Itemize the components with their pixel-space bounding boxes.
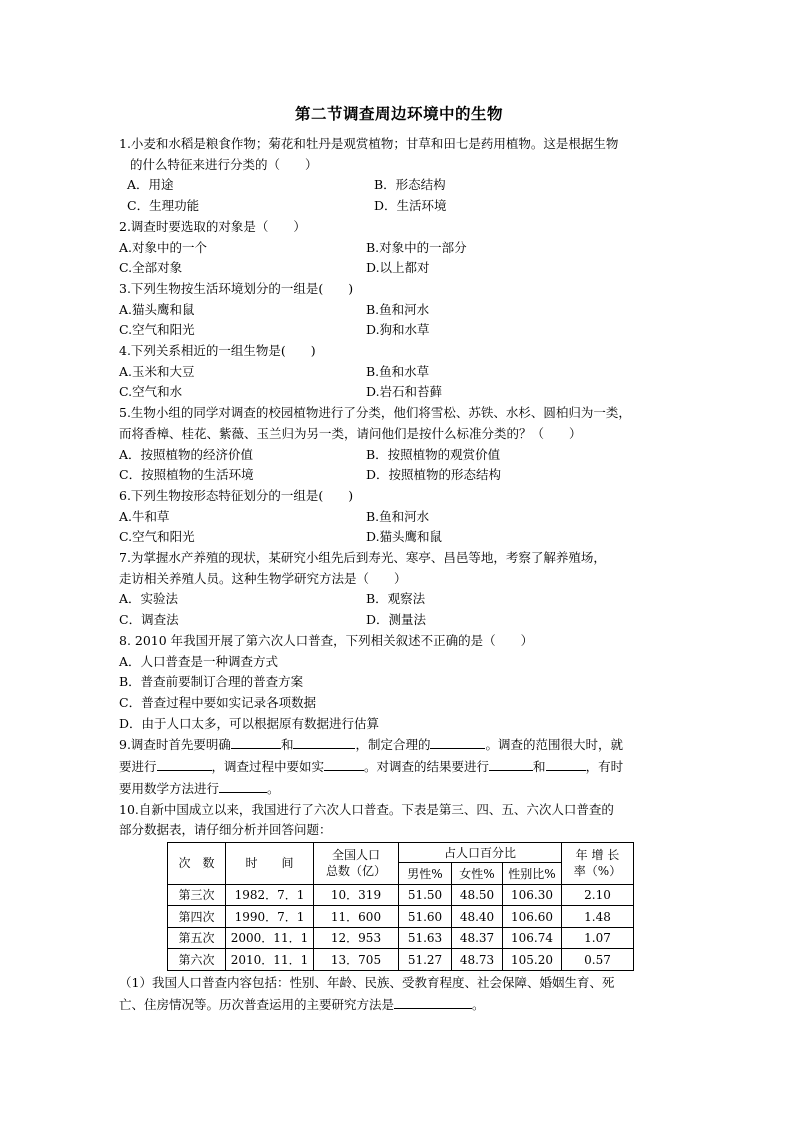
header-line: 年 增 长 <box>575 848 620 863</box>
text: ，调查过程中要如实 <box>211 759 325 775</box>
question-3 <box>119 279 679 341</box>
options-row <box>119 507 679 528</box>
table-cell: 2000．11．1 <box>226 927 314 949</box>
table-cell: 51.60 <box>399 906 452 928</box>
page-title: 第二节调查周边环境中的生物 <box>294 104 503 123</box>
question-8 <box>119 631 679 735</box>
table-cell: 11．600 <box>314 906 399 928</box>
options-row <box>119 527 679 548</box>
question-5 <box>119 403 679 486</box>
census-table <box>167 842 634 971</box>
options-row <box>119 382 679 403</box>
option-d[interactable]: D．测量法 <box>366 612 427 628</box>
table-cell: 13．705 <box>314 949 399 971</box>
text: 。 <box>472 996 485 1012</box>
table-row <box>168 884 634 906</box>
table-cell: 48.50 <box>452 884 503 906</box>
option-a[interactable]: A.牛和草 <box>119 508 170 524</box>
option-a[interactable]: A.玉米和大豆 <box>119 363 195 379</box>
table-cell: 12．953 <box>314 927 399 949</box>
options-row <box>119 465 679 486</box>
option-a[interactable]: A．实验法 <box>119 591 179 607</box>
answer-blank[interactable] <box>293 734 355 749</box>
option-d[interactable]: D．按照植物的形态结构 <box>366 467 502 483</box>
header-cell: 性别比% <box>503 863 562 885</box>
question-10 <box>119 800 679 1016</box>
table-cell: 51.63 <box>399 927 452 949</box>
option-c[interactable]: C.空气和水 <box>119 384 183 400</box>
table-cell: 1982．7．1 <box>226 884 314 906</box>
worksheet <box>119 104 679 1015</box>
option-c[interactable]: C．生理功能 <box>127 198 200 214</box>
question-4 <box>119 341 679 403</box>
option-d[interactable]: D.岩石和苔藓 <box>366 384 443 400</box>
option-a[interactable]: A．用途 <box>127 177 174 193</box>
option-d[interactable]: D.猫头鹰和鼠 <box>366 529 443 545</box>
header-cell <box>314 842 399 884</box>
text: 要用数学方法进行 <box>119 780 220 796</box>
option-b[interactable]: B.鱼和水草 <box>366 363 430 379</box>
question-stem: 8. 2010 年我国开展了第六次人口普查，下列相关叙述不正确的是（ ） <box>119 632 534 648</box>
option-b[interactable]: B．普查前要制订合理的普查方案 <box>119 674 304 690</box>
text: 。调查的范围很大时，就 <box>485 737 623 753</box>
question-6 <box>119 486 679 548</box>
header-cell <box>562 842 634 884</box>
header-line: 全国人口 <box>331 848 380 863</box>
table-cell: 106.30 <box>503 884 562 906</box>
option-d[interactable]: D．由于人口太多，可以根据原有数据进行估算 <box>119 715 380 731</box>
option-b[interactable]: B.鱼和河水 <box>366 301 430 317</box>
options-row <box>119 175 679 196</box>
option-d[interactable]: D.以上都对 <box>366 260 430 276</box>
question-stem: 部分数据表，请仔细分析并回答问题： <box>119 822 332 838</box>
table-cell: 51.50 <box>399 884 452 906</box>
question-stem: 1.小麦和水稻是粮食作物；菊花和牡丹是观赏植物；甘草和田七是药用植物。这是根据生物 <box>119 136 619 151</box>
question-stem: 6.下列生物按形态特征划分的一组是( ) <box>119 487 354 503</box>
table-cell: 48.40 <box>452 906 503 928</box>
options-row <box>119 589 679 610</box>
option-b[interactable]: B．按照植物的观赏价值 <box>366 446 501 462</box>
sub-question-1: （1）我国人口普查内容包括：性别、年龄、民族、受教育程度、社会保障、婚姻生育、死 <box>119 974 615 990</box>
header-cell: 时 间 <box>226 842 314 884</box>
option-c[interactable]: C．调查法 <box>119 612 179 628</box>
text: 9.调查时首先要明确 <box>119 737 231 753</box>
options-row <box>119 238 679 259</box>
option-a[interactable]: A.猫头鹰和鼠 <box>119 301 195 317</box>
text: 。对调查的结果要进行 <box>364 759 490 775</box>
table-row <box>168 949 634 971</box>
options-row <box>119 610 679 631</box>
option-a[interactable]: A．人口普查是一种调查方式 <box>119 653 279 669</box>
option-b[interactable]: B.鱼和河水 <box>366 508 430 524</box>
question-stem: 7.为掌握水产养殖的现状，某研究小组先后到寿光、寒亭、昌邑等地，考察了解养殖场， <box>119 550 606 566</box>
table-cell: 48.37 <box>452 927 503 949</box>
table-cell: 第三次 <box>168 884 226 906</box>
text: 要进行 <box>119 759 157 775</box>
header-cell: 男性% <box>399 863 452 885</box>
table-cell: 2.10 <box>562 884 634 906</box>
options-row <box>119 300 679 321</box>
option-b[interactable]: B．形态结构 <box>374 177 446 193</box>
table-cell: 106.60 <box>503 906 562 928</box>
text: 亡、住房情况等。历次普查运用的主要研究方法是 <box>119 996 395 1012</box>
text: 和 <box>280 737 294 753</box>
options-row <box>119 258 679 279</box>
text: 和 <box>533 759 546 775</box>
options-row <box>119 445 679 466</box>
answer-blank[interactable] <box>430 734 485 749</box>
question-7 <box>119 548 679 631</box>
table-cell: 1990．7．1 <box>226 906 314 928</box>
table-cell: 1.07 <box>562 927 634 949</box>
option-c[interactable]: C．普查过程中要如实记录各项数据 <box>119 694 317 710</box>
answer-blank[interactable] <box>324 756 364 771</box>
option-d[interactable]: D．生活环境 <box>374 198 447 214</box>
table-cell: 106.74 <box>503 927 562 949</box>
question-2 <box>119 217 679 279</box>
question-stem: 走访相关养殖人员。这种生物学研究方法是（ ） <box>119 570 407 586</box>
answer-blank[interactable] <box>489 756 533 771</box>
table-cell: 0.57 <box>562 949 634 971</box>
options-row <box>119 196 679 217</box>
header-line: 率（%） <box>573 864 622 879</box>
option-c[interactable]: C.空气和阳光 <box>119 322 195 338</box>
text: ，制定合理的 <box>355 737 431 753</box>
options-row <box>119 320 679 341</box>
table-cell: 第六次 <box>168 949 226 971</box>
question-stem: 3.下列生物按生活环境划分的一组是( ) <box>119 280 354 296</box>
option-c[interactable]: C.全部对象 <box>119 260 183 276</box>
answer-blank[interactable] <box>231 734 281 749</box>
option-a[interactable]: A.对象中的一个 <box>119 239 208 255</box>
table-row <box>168 906 634 928</box>
table-cell: 105.20 <box>503 949 562 971</box>
header-cell: 女性% <box>452 863 503 885</box>
option-c[interactable]: C.空气和阳光 <box>119 529 195 545</box>
table-cell: 10．319 <box>314 884 399 906</box>
text: 。 <box>267 780 280 796</box>
table-cell: 48.73 <box>452 949 503 971</box>
table-cell: 第五次 <box>168 927 226 949</box>
answer-blank[interactable] <box>219 778 267 793</box>
table-cell: 第四次 <box>168 906 226 928</box>
answer-blank[interactable] <box>546 756 586 771</box>
header-cell: 次 数 <box>168 842 226 884</box>
table-row <box>168 927 634 949</box>
option-a[interactable]: A．按照植物的经济价值 <box>119 446 254 462</box>
option-b[interactable]: B．观察法 <box>366 591 426 607</box>
question-9 <box>119 734 679 799</box>
question-stem: 5.生物小组的同学对调查的校园植物进行了分类，他们将雪松、苏铁、水杉、圆柏归为一类， <box>119 405 631 421</box>
question-stem: 而将香樟、桂花、紫薇、玉兰归为另一类，请问他们是按什么标准分类的？（ ） <box>119 425 582 441</box>
question-stem: 2.调查时要选取的对象是（ ） <box>119 218 306 234</box>
question-stem: 4.下列关系相近的一组生物是( ) <box>119 343 316 359</box>
table-cell: 1.48 <box>562 906 634 928</box>
options-row <box>119 362 679 383</box>
option-d[interactable]: D.狗和水草 <box>366 322 430 338</box>
question-1 <box>119 134 679 217</box>
header-cell: 占人口百分比 <box>399 842 562 862</box>
answer-blank[interactable] <box>394 994 472 1009</box>
question-stem: 10.自新中国成立以来，我国进行了六次人口普查。下表是第三、四、五、六次人口普查的 <box>119 801 614 817</box>
answer-blank[interactable] <box>157 756 212 771</box>
header-line: 总数（亿） <box>325 864 386 879</box>
option-c[interactable]: C．按照植物的生活环境 <box>119 467 254 483</box>
option-b[interactable]: B.对象中的一部分 <box>366 239 467 255</box>
question-stem: 的什么特征来进行分类的（ ） <box>130 156 318 172</box>
table-cell: 2010．11．1 <box>226 949 314 971</box>
text: ，有时 <box>585 759 624 775</box>
table-cell: 51.27 <box>399 949 452 971</box>
